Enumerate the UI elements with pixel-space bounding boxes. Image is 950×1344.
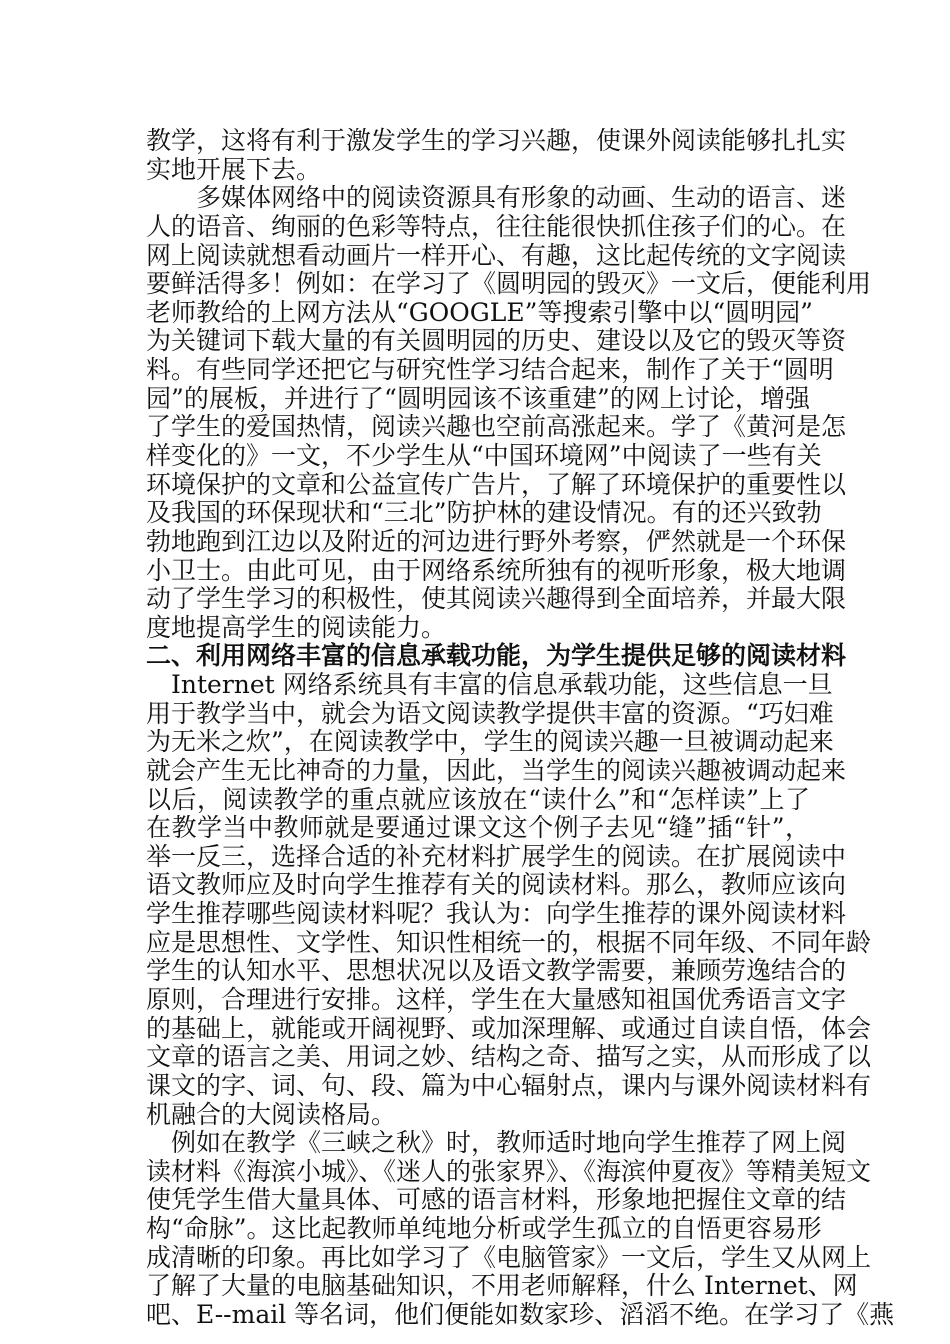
text-line: 的基础上，就能或开阔视野、或加深理解、或通过自读自悟，体会 [146, 1014, 872, 1043]
text-line: 度地提高学生的阅读能力。 [146, 613, 447, 642]
text-line: 应是思想性、文学性、知识性相统一的，根据不同年级、不同年龄 [146, 928, 872, 957]
text-line: 动了学生学习的积极性，使其阅读兴趣得到全面培养，并最大限 [146, 584, 847, 613]
text-line: 课文的字、词、句、段、篇为中心辐射点，课内与课外阅读材料有 [146, 1071, 872, 1100]
text-line: 样变化的》一文，不少学生从“中国环境网”中阅读了一些有关 [146, 441, 822, 470]
text-line: 多媒体网络中的阅读资源具有形象的动画、生动的语言、迷 [146, 183, 847, 212]
text-line: 为无米之炊”，在阅读教学中，学生的阅读兴趣一旦被调动起来 [146, 727, 834, 756]
text-line: 使凭学生借大量具体、可感的语言材料，形象地把握住文章的结 [146, 1185, 847, 1214]
text-line: Internet 网络系统具有丰富的信息承载功能，这些信息一旦 [146, 670, 833, 699]
section-heading: 二、利用网络丰富的信息承载功能，为学生提供足够的阅读材料 [146, 641, 847, 670]
text-line: 实地开展下去。 [146, 155, 322, 184]
text-line: 料。有些同学还把它与研究性学习结合起来，制作了关于“圆明 [146, 355, 834, 384]
text-line: 用于教学当中，就会为语文阅读教学提供丰富的资源。“巧妇难 [146, 699, 834, 728]
text-line: 园”的展板，并进行了“圆明园该不该重建”的网上讨论，增强 [146, 384, 810, 413]
text-line: 机融合的大阅读格局。 [146, 1100, 397, 1129]
text-line: 原则，合理进行安排。这样，学生在大量感知祖国优秀语言文字 [146, 985, 847, 1014]
text-line: 人的语音、绚丽的色彩等特点，往往能很快抓住孩子们的心。在 [146, 212, 847, 241]
text-line: 语文教师应及时向学生推荐有关的阅读材料。那么，教师应该向 [146, 870, 847, 899]
text-line: 学生推荐哪些阅读材料呢？我认为：向学生推荐的课外阅读材料 [146, 899, 847, 928]
text-line: 为关键词下载大量的有关圆明园的历史、建设以及它的毁灭等资 [146, 326, 847, 355]
text-line: 例如在教学《三峡之秋》时，教师适时地向学生推荐了网上阅 [146, 1128, 847, 1157]
text-line: 吧、E--mail 等名词，他们便能如数家珍、滔滔不绝。在学习了《燕 [146, 1300, 895, 1329]
text-line: 就会产生无比神奇的力量，因此，当学生的阅读兴趣被调动起来 [146, 756, 847, 785]
text-line: 在教学当中教师就是要通过课文这个例子去见“缝”插“针”， [146, 813, 810, 842]
text-line: 文章的语言之美、用词之妙、结构之奇、描写之实，从而形成了以 [146, 1042, 872, 1071]
text-line: 举一反三，选择合适的补充材料扩展学生的阅读。在扩展阅读中 [146, 842, 847, 871]
text-line: 以后，阅读教学的重点就应该放在“读什么”和“怎样读”上了 [146, 785, 810, 814]
text-line: 勃地跑到江边以及附近的河边进行野外考察，俨然就是一个环保 [146, 527, 847, 556]
text-line: 成清晰的印象。再比如学习了《电脑管家》一文后，学生又从网上 [146, 1243, 872, 1272]
text-line: 小卫士。由此可见，由于网络系统所独有的视听形象，极大地调 [146, 556, 847, 585]
text-line: 构“命脉”。这比起教师单纯地分析或学生孤立的自悟更容易形 [146, 1214, 822, 1243]
text-line: 环境保护的文章和公益宣传广告片，了解了环境保护的重要性以 [146, 470, 847, 499]
text-line: 了解了大量的电脑基础知识，不用老师解释，什么 Internet、网 [146, 1271, 858, 1300]
text-line: 及我国的环保现状和“三北”防护林的建设情况。有的还兴致勃 [146, 498, 822, 527]
text-line: 网上阅读就想看动画片一样开心、有趣，这比起传统的文字阅读 [146, 241, 847, 270]
text-line: 学生的认知水平、思想状况以及语文教学需要，兼顾劳逸结合的 [146, 956, 847, 985]
text-line: 要鲜活得多！例如：在学习了《圆明园的毁灭》一文后，便能利用 [146, 269, 872, 298]
text-line: 教学，这将有利于激发学生的学习兴趣，使课外阅读能够扎扎实 [146, 126, 847, 155]
text-line: 读材料《海滨小城》、《迷人的张家界》、《海滨仲夏夜》等精美短文 [146, 1157, 872, 1186]
text-line: 了学生的爱国热情，阅读兴趣也空前高涨起来。学了《黄河是怎 [146, 412, 847, 441]
text-line: 老师教给的上网方法从“GOOGLE”等搜索引擎中以“圆明园” [146, 298, 813, 327]
